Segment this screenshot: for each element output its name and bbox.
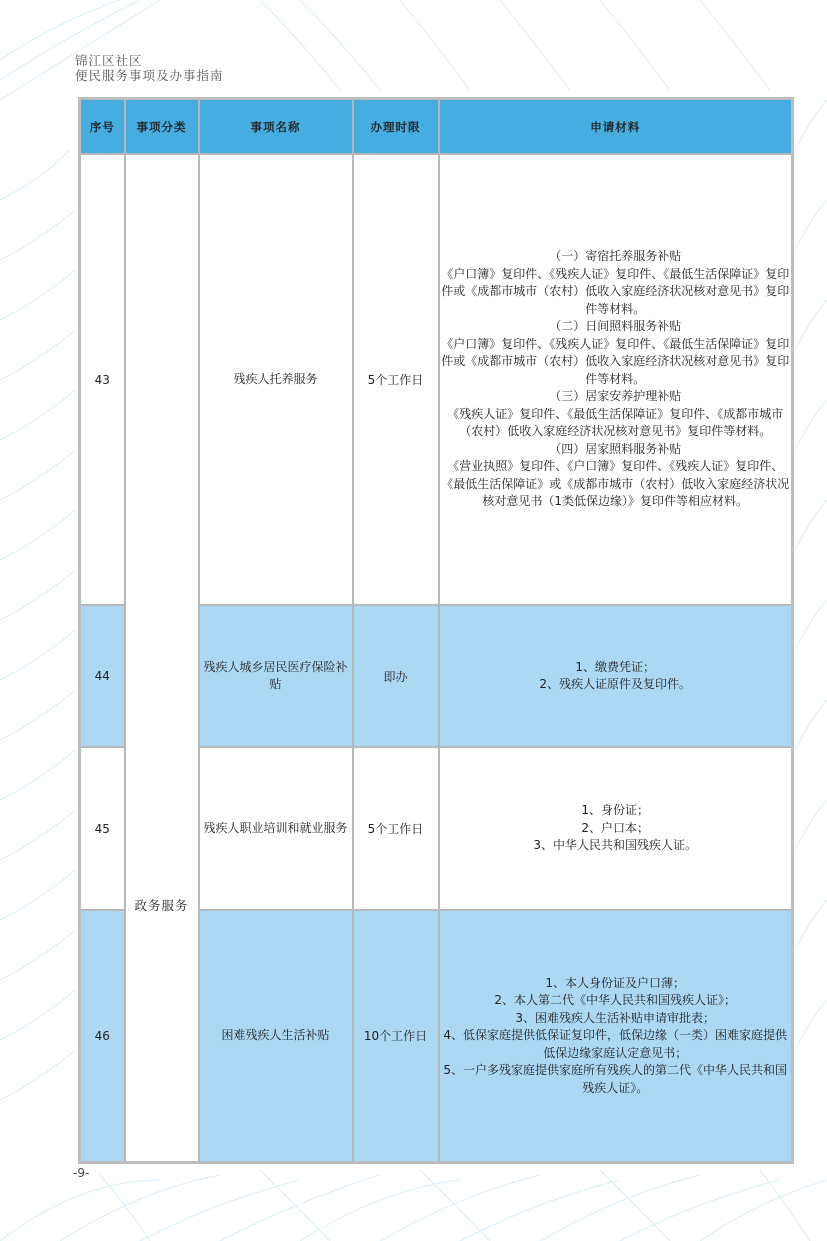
service-name: 困难残疾人生活补贴 bbox=[199, 910, 353, 1162]
page-header bbox=[75, 53, 224, 83]
material-line: 3、中华人民共和国残疾人证。 bbox=[533, 838, 698, 853]
time-limit: 即办 bbox=[353, 605, 439, 747]
material-line: 4、低保家庭提供低保证复印件，低保边缘（一类）困难家庭提供低保边缘家庭认定意见书； bbox=[443, 1028, 788, 1060]
time-limit: 5个工作日 bbox=[353, 154, 439, 605]
material-line: 《残疾人证》复印件、《最低生活保障证》复印件、《成都市城市（农村）低收入家庭经济状况核对意见书》复印件等材料。 bbox=[447, 406, 784, 439]
column-header-no: 序号 bbox=[80, 99, 125, 155]
material-line: （三）居家安养护理补贴 bbox=[549, 389, 682, 404]
service-name: 残疾人托养服务 bbox=[199, 154, 353, 605]
material-line: 5、一户多残家庭提供家庭所有残疾人的第二代《中华人民共和国残疾人证》。 bbox=[443, 1063, 788, 1095]
page-number: -9- bbox=[73, 1166, 90, 1180]
material-line: 2、户口本； bbox=[581, 820, 650, 835]
column-header-name: 事项名称 bbox=[199, 99, 353, 155]
material-line: 《户口簿》复印件、《残疾人证》复印件、《最低生活保障证》复印件或《成都市城市（农村）低收入家庭经济状况核对意见书》复印件等材料。 bbox=[441, 266, 790, 316]
row-number: 44 bbox=[80, 605, 125, 747]
material-line: （一）寄宿托养服务补贴 bbox=[549, 249, 682, 264]
materials-cell bbox=[439, 747, 793, 910]
header-guide-title: 便民服务事项及办事指南 bbox=[75, 68, 224, 83]
row-number: 45 bbox=[80, 747, 125, 910]
category-label: 政务服务 bbox=[134, 897, 189, 913]
table-row bbox=[80, 154, 793, 605]
materials-cell bbox=[439, 154, 793, 605]
material-line: （四）居家照料服务补贴 bbox=[549, 441, 682, 456]
header-district: 锦江区社区 bbox=[75, 53, 143, 68]
material-line: 3、困难残疾人生活补贴申请审批表； bbox=[515, 1010, 716, 1025]
row-number: 43 bbox=[80, 154, 125, 605]
material-line: 《户口簿》复印件、《残疾人证》复印件、《最低生活保障证》复印件或《成都市城市（农村）低收入家庭经济状况核对意见书》复印件等材料。 bbox=[441, 336, 790, 386]
material-line: 2、残疾人证原件及复印件。 bbox=[539, 677, 692, 691]
service-guide-table bbox=[78, 97, 794, 1164]
service-name: 残疾人城乡居民医疗保险补贴 bbox=[199, 605, 353, 747]
time-limit: 10个工作日 bbox=[353, 910, 439, 1162]
time-limit: 5个工作日 bbox=[353, 747, 439, 910]
table-header-row bbox=[80, 99, 793, 155]
column-header-category: 事项分类 bbox=[125, 99, 199, 155]
material-line: 1、身份证； bbox=[581, 803, 650, 818]
column-header-time-limit: 办理时限 bbox=[353, 99, 439, 155]
material-line: 2、本人第二代《中华人民共和国残疾人证》； bbox=[494, 993, 737, 1007]
materials-cell bbox=[439, 910, 793, 1162]
materials-cell bbox=[439, 605, 793, 747]
category-cell bbox=[125, 154, 199, 1162]
material-line: 《营业执照》复印件、《户口簿》复印件、《残疾人证》复印件、《最低生活保障证》或《成都市城市（农村）低收入家庭经济状况核对意见书（1类低保边缘）》复印件等相应材料。 bbox=[441, 459, 790, 509]
material-line: 1、缴费凭证； bbox=[575, 659, 656, 674]
column-header-materials: 申请材料 bbox=[439, 99, 793, 155]
material-line: （二）日间照料服务补贴 bbox=[549, 319, 682, 334]
service-name: 残疾人职业培训和就业服务 bbox=[199, 747, 353, 910]
row-number: 46 bbox=[80, 910, 125, 1162]
material-line: 1、本人身份证及户口薄； bbox=[545, 975, 686, 990]
